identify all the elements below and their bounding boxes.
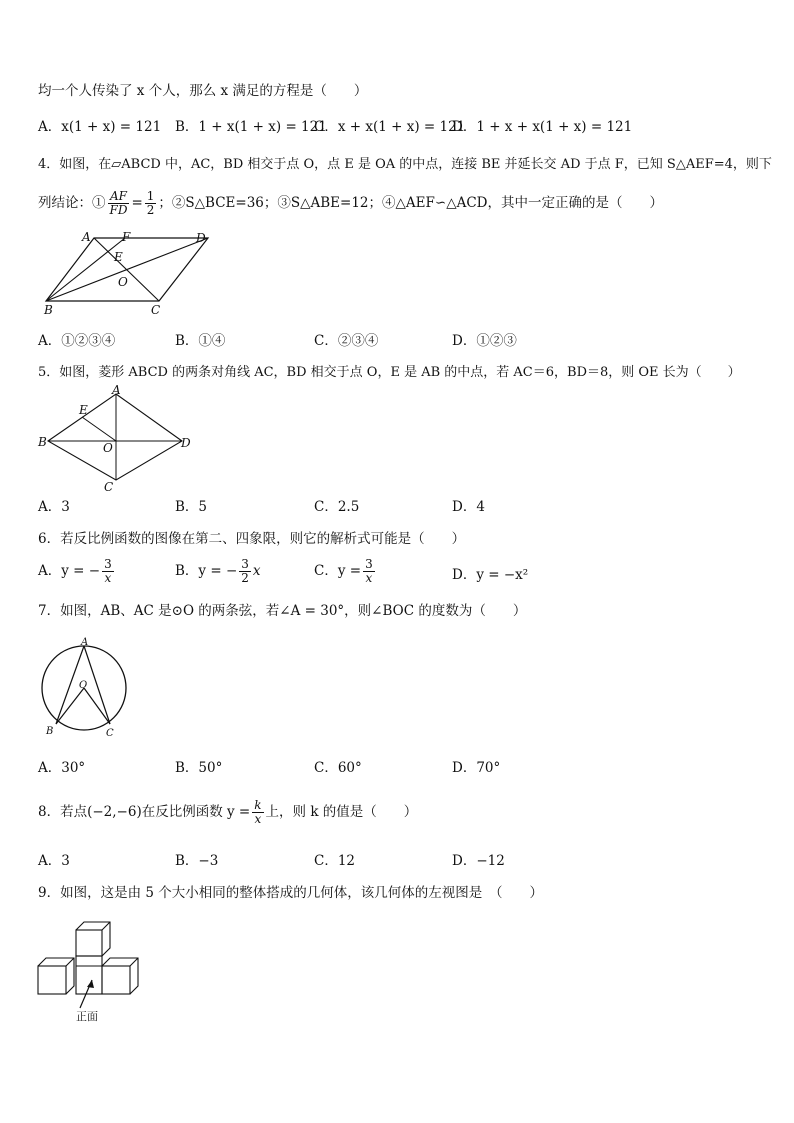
q4-frac2-den: 2 <box>146 203 155 217</box>
q5-stem: 5．如图，菱形 ABCD 的两条对角线 AC，BD 相交于点 O，E 是 AB 的中点，若 AC＝6，BD＝8，则 OE 长为（ ） <box>38 365 741 380</box>
q4-frac1-num: AF <box>109 189 127 203</box>
q4-label-a: A <box>82 230 91 244</box>
q4-label-f: F <box>122 230 131 244</box>
q6-option-a <box>38 558 116 585</box>
q4-option-b: B．①④ <box>175 333 226 349</box>
q7-radius-ob <box>56 688 84 724</box>
q8-stem <box>38 799 417 826</box>
q3-option-d: D．1 + x + x(1 + x) = 121 <box>452 119 633 135</box>
q4-parallelogram-figure <box>38 228 218 327</box>
q9-front-label: 正面 <box>76 1010 98 1023</box>
q6-b-den: 2 <box>241 571 249 585</box>
q4-option-d: D．①②③ <box>452 333 517 349</box>
q7-label-a: A <box>81 637 89 648</box>
q6-option-a-fraction <box>102 558 114 585</box>
q4-stem-pre: 列结论：① <box>38 195 106 211</box>
q4-fraction-af-fd <box>108 190 130 217</box>
q9-right-cube-front <box>102 966 130 994</box>
q7-option-c: C．60° <box>314 760 362 776</box>
q5-rhombus-figure <box>36 384 201 496</box>
q7-stem: 7．如图，AB、AC 是⊙O 的两条弦，若∠A = 30°，则∠BOC 的度数为（ ） <box>38 603 527 619</box>
q9-cubes-figure <box>36 918 146 1032</box>
q6-stem: 6．若反比例函数的图像在第二、四象限，则它的解析式可能是（ ） <box>38 531 466 547</box>
q8-option-c: C．12 <box>314 853 356 869</box>
q9-top-cube-front <box>76 930 102 956</box>
q3-option-a: A．x(1 + x) = 121 <box>38 119 162 135</box>
q9-top-cube-edge <box>102 922 110 930</box>
q5-label-d: D <box>181 436 191 450</box>
q6-option-b-pre: B．y = − <box>175 563 238 579</box>
q7-chord-ac <box>84 646 110 724</box>
q8-frac-num: k <box>254 798 262 812</box>
q4-option-a: A．①②③④ <box>38 333 116 349</box>
q6-option-c-pre: C．y = <box>314 563 362 579</box>
q8-option-a: A．3 <box>38 853 70 869</box>
q9-right-cube-edge <box>130 958 138 966</box>
q5-label-c: C <box>104 480 114 494</box>
q5-rhombus <box>48 394 182 480</box>
q4-label-b: B <box>44 303 53 317</box>
q4-stem-line1: 4．如图，在▱ABCD 中，AC，BD 相交于点 O，点 E 是 OA 的中点，连接 BE 并延长交 AD 于点 F，已知 S△AEF=4，则下 <box>38 157 772 172</box>
q9-stem: 9．如图，这是由 5 个大小相同的整体搭成的几何体，该几何体的左视图是 （ ） <box>38 885 544 901</box>
q6-option-b-post: x <box>252 563 261 579</box>
q3-stem: 均一个人传染了 x 个人，那么 x 满足的方程是（ ） <box>38 83 368 99</box>
q4-label-e: E <box>114 250 123 264</box>
q4-stem-post: ；②S△BCE=36；③S△ABE=12；④△AEF∽△ACD，其中一定正确的是（ ） <box>158 195 663 211</box>
q5-label-b: B <box>38 435 47 449</box>
q6-a-den: x <box>104 571 112 585</box>
q4-frac1-den: FD <box>109 203 128 217</box>
q6-option-b <box>175 558 261 585</box>
q6-option-a-pre: A．y = − <box>38 563 101 579</box>
q6-option-c-fraction <box>363 558 375 585</box>
q8-option-d: D．−12 <box>452 853 505 869</box>
q8-frac-den: x <box>254 812 262 826</box>
q6-b-num: 3 <box>241 557 249 571</box>
q7-option-b: B．50° <box>175 760 223 776</box>
q7-option-d: D．70° <box>452 760 501 776</box>
q7-option-a: A．30° <box>38 760 86 776</box>
q6-option-c <box>314 558 377 585</box>
q4-line-bf <box>46 238 125 301</box>
q7-label-c: C <box>106 728 114 739</box>
q4-fraction-half <box>145 190 157 217</box>
q7-label-o: O <box>79 680 88 691</box>
q9-left-cube-front <box>38 966 66 994</box>
q4-label-d: D <box>196 231 206 245</box>
q9-arrowhead <box>87 980 94 988</box>
q6-c-num: 3 <box>365 557 373 571</box>
q5-option-c: C．2.5 <box>314 499 360 515</box>
q5-label-e: E <box>79 403 88 417</box>
q8-stem-pre: 8．若点(−2,−6)在反比例函数 y = <box>38 804 251 820</box>
q8-option-b: B．−3 <box>175 853 219 869</box>
q8-stem-post: 上，则 k 的值是（ ） <box>265 804 418 820</box>
q6-a-num: 3 <box>104 557 112 571</box>
q7-radius-oc <box>84 688 110 724</box>
q4-eq: = <box>131 195 143 211</box>
q4-label-o: O <box>118 275 128 289</box>
q6-option-b-fraction <box>239 558 251 585</box>
q4-label-c: C <box>151 303 161 317</box>
q5-option-a: A．3 <box>38 499 70 515</box>
q7-circle-figure <box>38 636 138 746</box>
q6-c-den: x <box>365 571 373 585</box>
q5-label-a: A <box>112 383 121 397</box>
q7-label-b: B <box>46 726 54 737</box>
q3-option-b: B．1 + x(1 + x) = 121 <box>175 119 327 135</box>
q5-segment-oe <box>82 417 116 441</box>
q6-option-d: D．y = −x² <box>452 567 529 583</box>
q4-stem-line2 <box>38 190 663 217</box>
q4-option-c: C．②③④ <box>314 333 379 349</box>
q9-left-cube-edge <box>66 958 74 966</box>
q8-fraction <box>252 799 263 826</box>
q5-option-b: B．5 <box>175 499 208 515</box>
q4-frac2-num: 1 <box>146 189 155 203</box>
q5-option-d: D．4 <box>452 499 485 515</box>
q5-label-o: O <box>103 441 113 455</box>
q3-option-c: C．x + x(1 + x) = 121 <box>314 119 466 135</box>
